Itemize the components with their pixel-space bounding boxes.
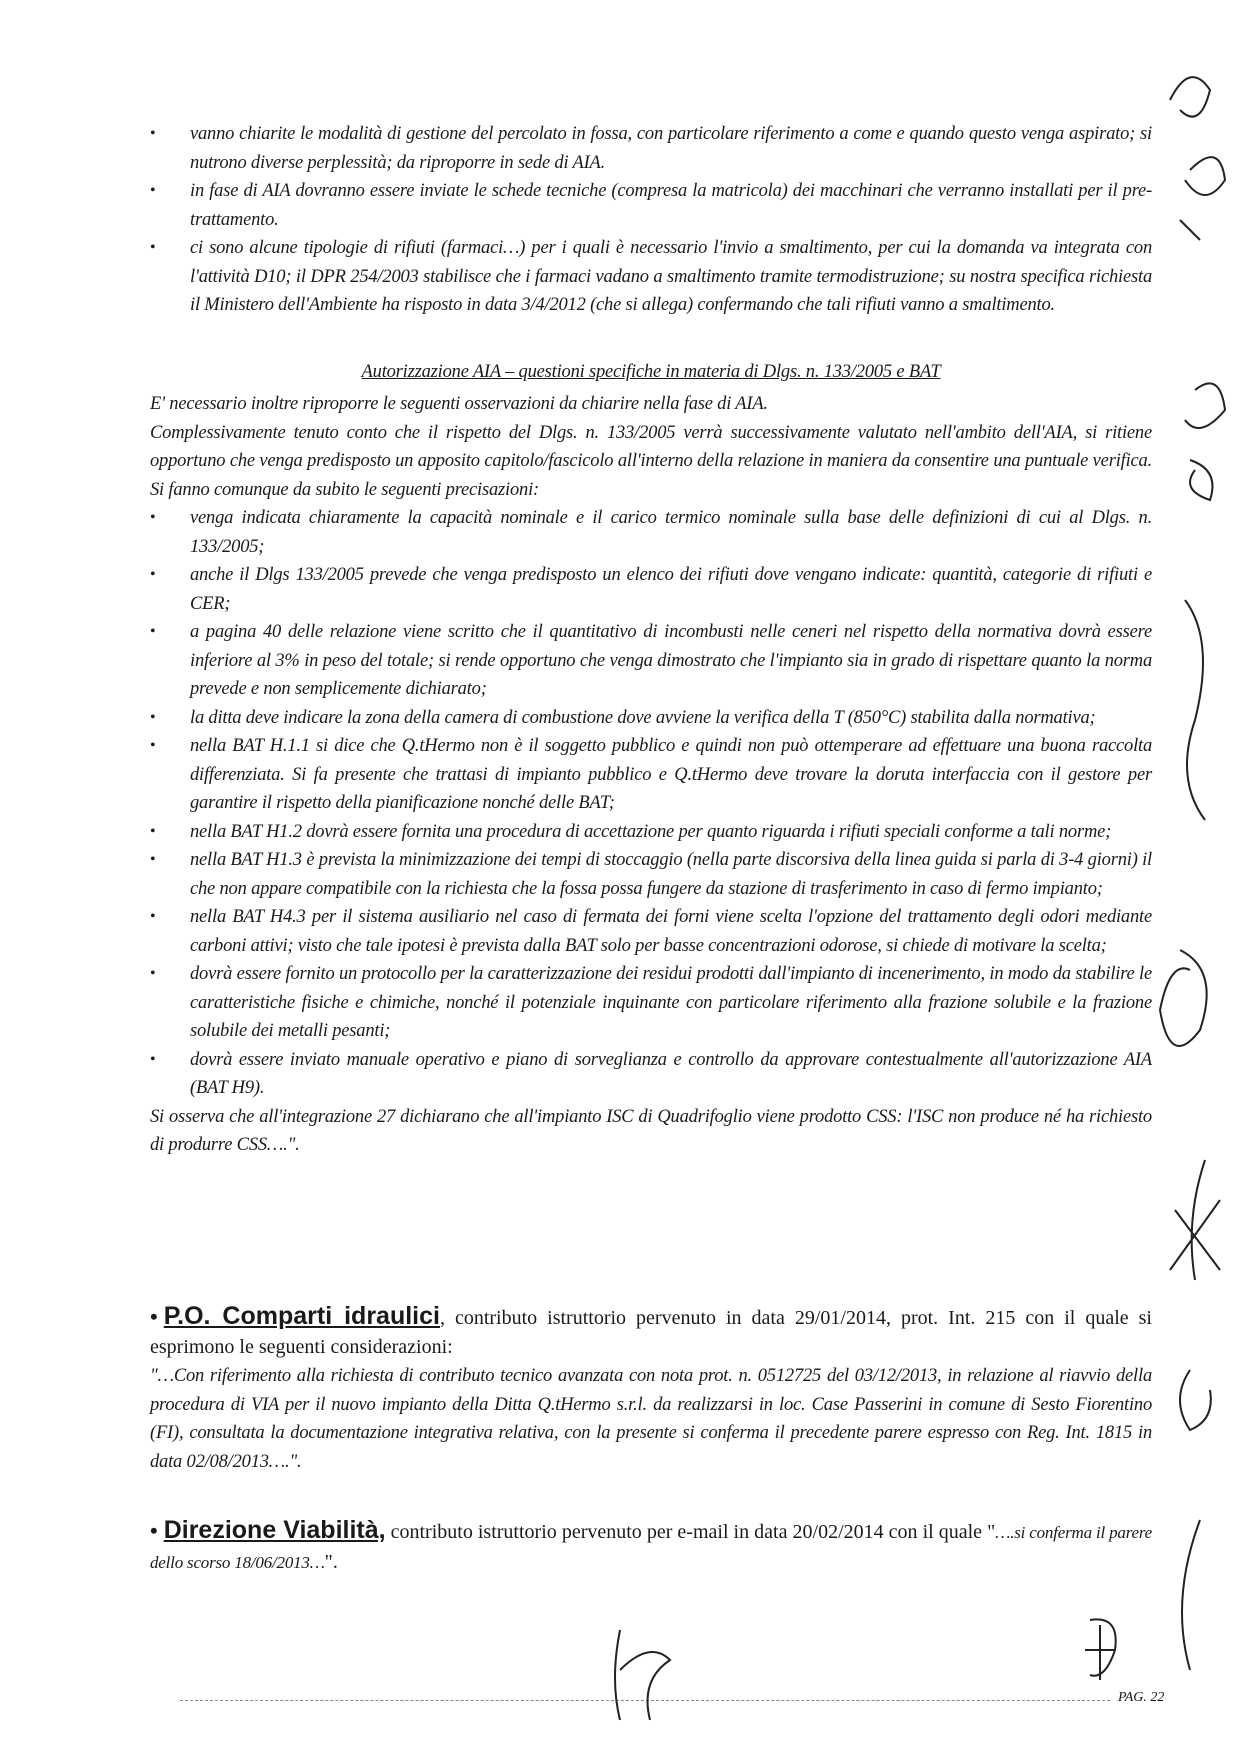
signature-bottom-icon <box>600 1620 700 1730</box>
bat-bullet-list <box>150 504 1152 1103</box>
list-item: • in fase di AIA dovranno essere inviate le schede tecniche (compresa la matricola) dei macchinari che verranno installati per il pre-trattamento. <box>150 177 1152 234</box>
viabilita-section: • Direzione Viabilità, contributo istruttorio pervenuto per e-mail in data 20/02/2014 con il quale "….si conferma il parere dello scorso 18/06/2013…". <box>150 1516 1152 1573</box>
list-item: • nella BAT H4.3 per il sistema ausiliario nel caso di fermata dei forni viene scelta l'opzione del trattamento degli odori mediante carboni attivi; visto che tale ipotesi è prevista dalla BAT solo per basse concentrazioni odorose, si chiede di motivare la scelta; <box>150 903 1152 960</box>
margin-signatures-icon <box>1150 40 1239 1740</box>
list-item: • la ditta deve indicare la zona della camera di combustione dove avviene la verifica della T (850°C) stabilita dalla normativa; <box>150 704 1152 733</box>
intro-paragraph: Complessivamente tenuto conto che il rispetto del Dlgs. n. 133/2005 verrà successivamente valutato nell'ambito dell'AIA, si ritiene opportuno che venga predisposto un apposito capitolo/fascicolo all'interno della relazione in maniera da consentire una puntuale verifica. Si fanno comunque da subito le seguenti precisazioni: <box>150 422 1152 500</box>
po-quote: "…Con riferimento alla richiesta di contributo tecnico avanzata con nota prot. n. 0512725 del 03/12/2013, in relazione al riavvio della procedura di VIA per il nuovo impianto della Ditta Q.tHermo s.r.l. da realizzarsi in loc. Case Passerini in comune di Sesto Fiorentino (FI), consultata la documentazione integrativa relativa, con la presente si conferma il precedente parere espresso con Reg. Int. 1815 in data 02/08/2013….". <box>150 1366 1152 1472</box>
list-item: • ci sono alcune tipologie di rifiuti (farmaci…) per i quali è necessario l'invio a smaltimento, per cui la domanda va integrata con l'attività D10; il DPR 254/2003 stabilisce che i farmaci vadano a smaltimento tramite termodistruzione; su nostra specifica richiesta il Ministero dell'Ambiente ha risposto in data 3/4/2012 (che si allega) confermando che tali rifiuti vanno a smaltimento. <box>150 234 1152 320</box>
intro <box>150 390 1152 1160</box>
page-number: PAG. 22 <box>1118 1690 1165 1705</box>
list-item: • anche il Dlgs 133/2005 prevede che venga predisposto un elenco dei rifiuti dove vengano indicate: quantità, categorie di rifiuti e CER; <box>150 561 1152 618</box>
viabilita-end: ". <box>324 1550 338 1573</box>
list-item: • dovrà essere inviato manuale operativo e piano di sorveglianza e controllo da approvare contestualmente all'autorizzazione AIA (BAT H9). <box>150 1046 1152 1103</box>
viabilita-title: Direzione Viabilità, <box>163 1516 386 1544</box>
list-item: • venga indicata chiaramente la capacità nominale e il carico termico nominale sulla base delle definizioni di cui al Dlgs. n. 133/2005; <box>150 504 1152 561</box>
list-item: • dovrà essere fornito un protocollo per la caratterizzazione dei residui prodotti dall'impianto di incenerimento, in modo da stabilire le caratteristiche fisiche e chimiche, nonché il potenziale inquinante con particolare riferimento alla frazione solubile e la frazione solubile dei metalli pesanti; <box>150 960 1152 1046</box>
section-heading: Autorizzazione AIA – questioni specifiche in materia di Dlgs. n. 133/2005 e BAT <box>361 362 941 382</box>
initials-icon <box>1075 1610 1135 1690</box>
po-text: , contributo istruttorio pervenuto in data 29/01/2014, prot. Int. 215 con il quale si esprimono le seguenti considerazioni: <box>150 1307 1152 1358</box>
po-section: • P.O. Comparti idraulici, contributo istruttorio pervenuto in data 29/01/2014, prot. Int. 215 con il quale si esprimono le seguenti considerazioni: "…Con riferimento alla richiesta di contributo tecnico avanzata con nota prot. n. 0512725 del 03/12/2013, in relazione al riavvio della procedura di VIA per il nuovo impianto della Ditta Q.tHermo s.r.l. da realizzarsi in loc. Case Passerini in comune di Sesto Fiorentino (FI), consultata la documentazione integrativa relativa, con la presente si conferma il precedente parere espresso con Reg. Int. 1815 in data 02/08/2013….". <box>150 1302 1152 1476</box>
po-title: P.O. Comparti idraulici <box>163 1302 440 1330</box>
intro-line: E' necessario inoltre riproporre le seguenti osservazioni da chiarire nella fase di AIA. <box>150 394 768 414</box>
bullet-list-top <box>150 120 1152 320</box>
list-item: • nella BAT H.1.1 si dice che Q.tHermo non è il soggetto pubblico e quindi non può ottemperare ad effettuare una buona raccolta differenziata. Si fa presente che trattasi di impianto pubblico e Q.tHermo deve trovare la doruta interfaccia con il gestore per garantire il rispetto della pianificazione nonché delle BAT; <box>150 732 1152 818</box>
list-item: • nella BAT H1.3 è prevista la minimizzazione dei tempi di stoccaggio (nella parte discorsiva della linea guida si parla di 3-4 giorni) il che non appare compatibile con la richiesta che la fossa possa fungere da stazione di trasferimento in caso di fermo impianto; <box>150 846 1152 903</box>
list-item: • a pagina 40 delle relazione viene scritto che il quantitativo di incombusti nelle ceneri nel rispetto della normativa dovrà essere inferiore al 3% in peso del totale; si rende opportuno che venga dimostrato che l'impianto sia in grado di rispettare quanto la norma prevede e non semplicemente dichiarato; <box>150 618 1152 704</box>
viabilita-quote: ….si conferma il parere dello scorso 18/06/2013… <box>150 1523 1152 1572</box>
closing-paragraph: Si osserva che all'integrazione 27 dichiarano che all'impianto ISC di Quadrifoglio viene prodotto CSS: l'ISC non produce né ha richiesto di produrre CSS….". <box>150 1106 1152 1155</box>
viabilita-text: contributo istruttorio pervenuto per e-mail in data 20/02/2014 con il quale " <box>385 1521 996 1543</box>
list-item: • nella BAT H1.2 dovrà essere fornita una procedura di accettazione per quanto riguarda i rifiuti speciali conforme a tali norme; <box>150 818 1152 847</box>
list-item: • vanno chiarite le modalità di gestione del percolato in fossa, con particolare riferimento a come e quando questo venga aspirato; si nutrono diverse perplessità; da riproporre in sede di AIA. <box>150 120 1152 177</box>
